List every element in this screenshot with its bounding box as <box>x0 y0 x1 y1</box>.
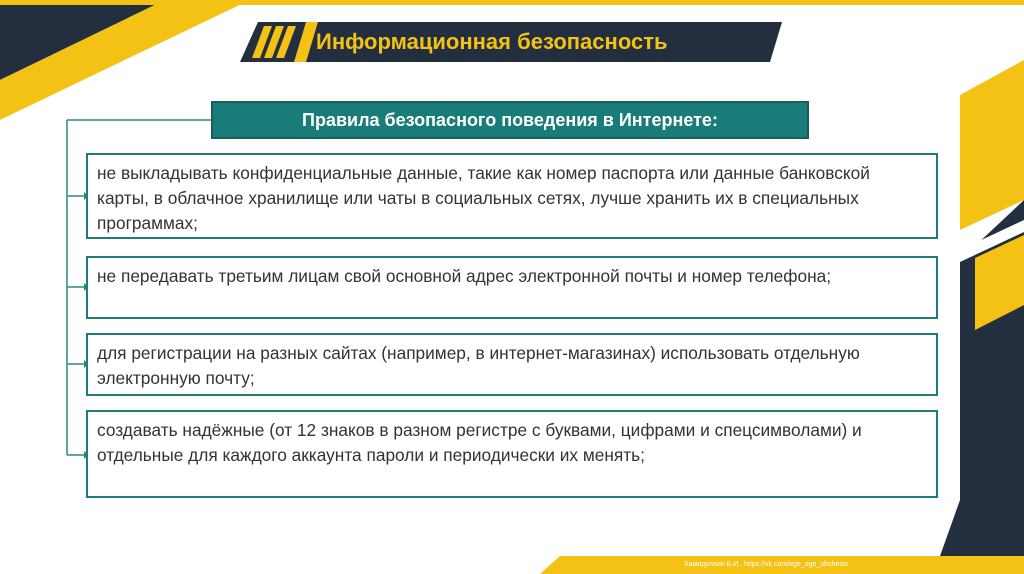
rule-text: не выкладывать конфиденциальные данные, такие как номер паспорта или данные банковской карты, в облачное хранилище или чаты в социальных сетях, лучше хранить их в специальных программах; <box>97 163 870 233</box>
footer-credit: Хамидуллин Б.И.. https://vk.com/ege_oge_obshestv <box>684 561 849 568</box>
subtitle-bar <box>211 101 809 139</box>
rule-item <box>86 256 938 319</box>
rule-item <box>86 153 938 239</box>
rule-text: создавать надёжные (от 12 знаков в разном регистре с буквами, цифрами и спецсимволами) и отдельные для каждого аккаунта пароли и периодически их менять; <box>97 420 862 465</box>
rule-item <box>86 333 938 396</box>
rule-text: для регистрации на разных сайтах (например, в интернет-магазинах) использовать отдельную электронную почту; <box>97 343 860 388</box>
rule-text: не передавать третьим лицам свой основной адрес электронной почты и номер телефона; <box>97 266 832 286</box>
rule-item <box>86 410 938 498</box>
page-title: Информационная безопасность <box>316 29 668 54</box>
subtitle-text: Правила безопасного поведения в Интернете: <box>302 110 718 130</box>
